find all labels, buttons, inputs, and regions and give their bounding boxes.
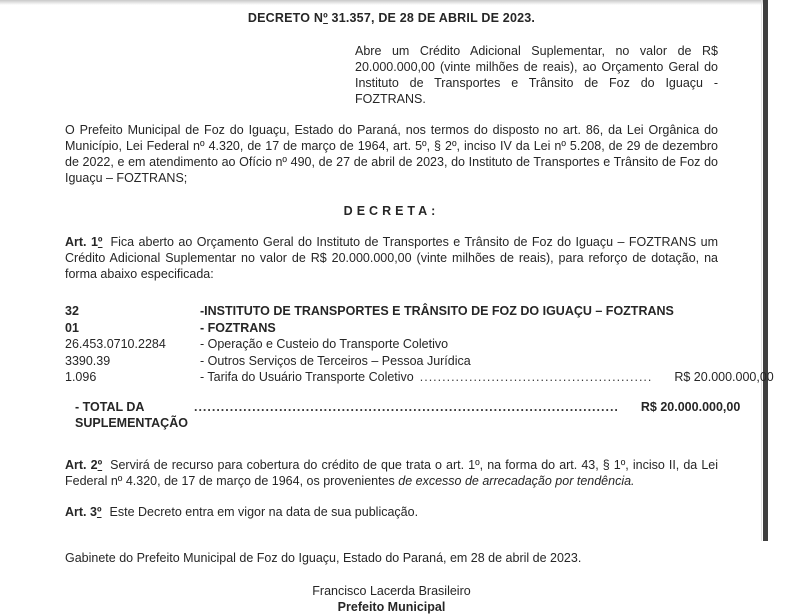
- decree-title-prefix: DECRETO N: [247, 11, 324, 25]
- ordinal-indicator: º: [97, 235, 103, 249]
- ordinal-indicator: º: [96, 504, 102, 519]
- dot-leader: ....................................................: [419, 370, 653, 384]
- total-amount: R$ 20.000.000,00: [640, 399, 741, 414]
- article-3-label: [65, 505, 102, 519]
- budget-row: [65, 336, 718, 353]
- budget-code: 1.096: [65, 370, 97, 384]
- article-3-text: Este Decreto entra em vigor na data de sua publicação.: [109, 504, 419, 519]
- signer-name: Francisco Lacerda Brasileiro: [312, 583, 471, 598]
- article-3-label-text: Art. 3: [65, 504, 97, 519]
- budget-row: [65, 320, 718, 337]
- budget-code: 01: [65, 320, 79, 335]
- article-1-label-text: Art. 1: [65, 235, 98, 249]
- decreta-heading: DECRETA:: [343, 204, 440, 218]
- article-2-italic-text: de excesso de arrecadação por tendência.: [398, 473, 635, 488]
- budget-amount: R$ 20.000.000,00: [674, 370, 774, 384]
- budget-row: [65, 369, 774, 386]
- budget-desc: - Tarifa do Usuário Transporte Coletivo: [200, 370, 414, 384]
- article-3: [65, 504, 718, 520]
- budget-code: 26.453.0710.2284: [65, 337, 166, 351]
- total-label: - TOTAL DA SUPLEMENTAÇÃO: [75, 399, 188, 430]
- article-1-text: Fica aberto ao Orçamento Geral do Instituto de Transportes e Trânsito de Foz do Iguaçu – FOZTRANS um Crédito Adicional Suplementar no valor de R$ 20.000.000,00 (vinte milhões de reais), para reforço de dotação, na forma abaixo especificada:: [65, 235, 719, 281]
- closing-line: Gabinete do Prefeito Municipal de Foz do Iguaçu, Estado do Paraná, em 28 de abril de 2023.: [65, 550, 582, 565]
- budget-table: [65, 303, 774, 386]
- page-top-edge: [0, 0, 768, 5]
- signer-role: Prefeito Municipal: [337, 599, 446, 614]
- budget-code: 32: [65, 304, 79, 318]
- budget-row: [65, 353, 718, 370]
- decree-summary: Abre um Crédito Adicional Suplementar, no valor de R$ 20.000.000,00 (vinte milhões de reais), ao Orçamento Geral do Instituto de Transportes e Trânsito de Foz do Iguaçu - FOZTRANS.: [355, 44, 718, 106]
- page-right-edge-shadow: [761, 0, 762, 541]
- article-2-text: Servirá de recurso para cobertura do crédito de que trata o art. 1º, na forma do art. 43, § 1º, inciso II, da Lei Federal nº 4.320, de 17 de março de 1964, os provenientes: [65, 457, 719, 488]
- article-1: [65, 234, 718, 282]
- article-2-label-text: Art. 2: [65, 457, 98, 472]
- page-right-edge: [763, 0, 768, 541]
- dot-leader: ...............................................................................................: [193, 399, 619, 414]
- decree-preamble: O Prefeito Municipal de Foz do Iguaçu, Estado do Paraná, nos termos do disposto no art. 86, da Lei Orgânica do Município, Lei Federal nº 4.320, de 17 de março de 1964, art. 5º, § 2º, inciso IV da Lei nº 5.208, de 29 de dezembro de 2022, e em atendimento ao Ofício nº 490, de 27 de abril de 2023, do Instituto de Transportes e Trânsito de Foz do Iguaçu – FOZTRANS;: [65, 123, 718, 185]
- budget-code: 3390.39: [65, 353, 111, 368]
- budget-desc: - FOZTRANS: [200, 320, 276, 335]
- budget-row: [65, 303, 718, 320]
- article-1-label: [65, 235, 103, 249]
- decree-title-suffix: 31.357, DE 28 DE ABRIL DE 2023.: [327, 11, 536, 25]
- ordinal-indicator: º: [323, 11, 328, 25]
- article-2-label: [65, 458, 102, 472]
- budget-desc: - Operação e Custeio do Transporte Coletivo: [200, 337, 449, 351]
- budget-desc: -INSTITUTO DE TRANSPORTES E TRÂNSITO DE FOZ DO IGUAÇU – FOZTRANS: [200, 304, 674, 318]
- decree-document: [65, 6, 774, 615]
- total-row: [65, 399, 741, 431]
- article-2: [65, 457, 718, 489]
- budget-desc: - Outros Serviços de Terceiros – Pessoa Jurídica: [200, 353, 471, 368]
- signature-block: [65, 583, 718, 615]
- decree-title: [65, 10, 718, 26]
- ordinal-indicator: º: [97, 457, 103, 472]
